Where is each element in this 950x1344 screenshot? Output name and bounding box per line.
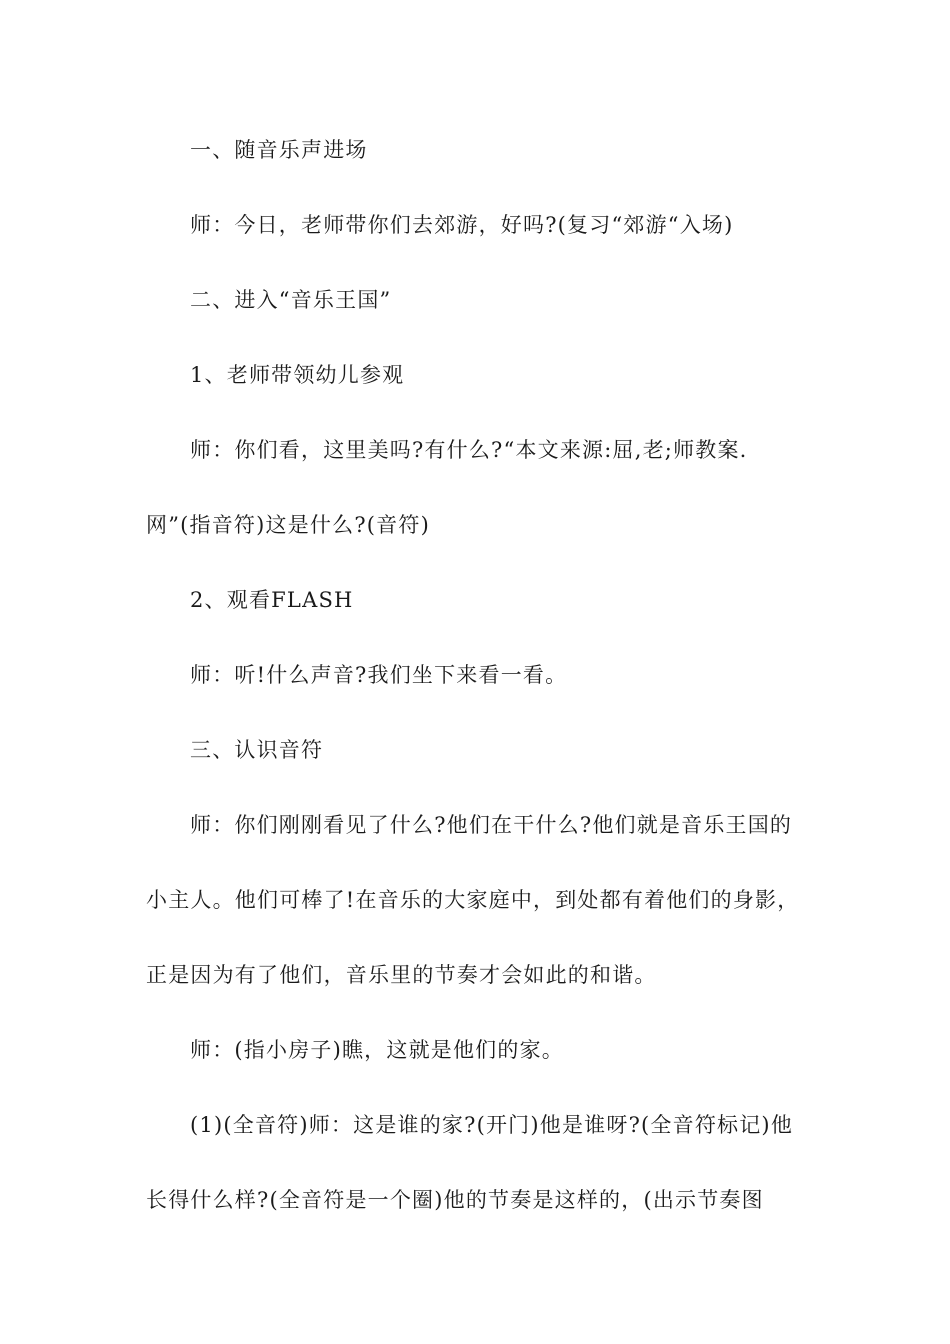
section-heading-3: 三、认识音符 (190, 738, 324, 762)
section-heading-2: 二、进入“音乐王国” (190, 288, 392, 312)
section-heading-1: 一、随音乐声进场 (190, 138, 368, 162)
sub-heading-2: 2、观看FLASH (190, 588, 354, 612)
paragraph-line: 师：你们刚刚看见了什么?他们在干什么?他们就是音乐王国的 (190, 813, 793, 837)
paragraph-line: 师：(指小房子)瞧，这就是他们的家。 (190, 1038, 564, 1062)
paragraph-line: (1)(全音符)师：这是谁的家?(开门)他是谁呀?(全音符标记)他 (190, 1113, 794, 1137)
sub-heading-1: 1、老师带领幼儿参观 (190, 363, 405, 387)
document-body (146, 113, 806, 1238)
paragraph-line: 师：听!什么声音?我们坐下来看一看。 (190, 663, 568, 687)
paragraph-line: 正是因为有了他们，音乐里的节奏才会如此的和谐。 (146, 963, 657, 987)
paragraph-line: 师：你们看，这里美吗?有什么?“本文来源:屈,老;师教案. (190, 438, 748, 462)
paragraph-line: 长得什么样?(全音符是一个圈)他的节奏是这样的，(出示节奏图 (146, 1188, 764, 1212)
paragraph-line: 网”(指音符)这是什么?(音符) (146, 513, 430, 537)
paragraph-line: 师：今日，老师带你们去郊游，好吗?(复习“郊游“入场) (190, 213, 734, 237)
paragraph-line: 小主人。他们可棒了!在音乐的大家庭中，到处都有着他们的身影， (146, 888, 800, 912)
